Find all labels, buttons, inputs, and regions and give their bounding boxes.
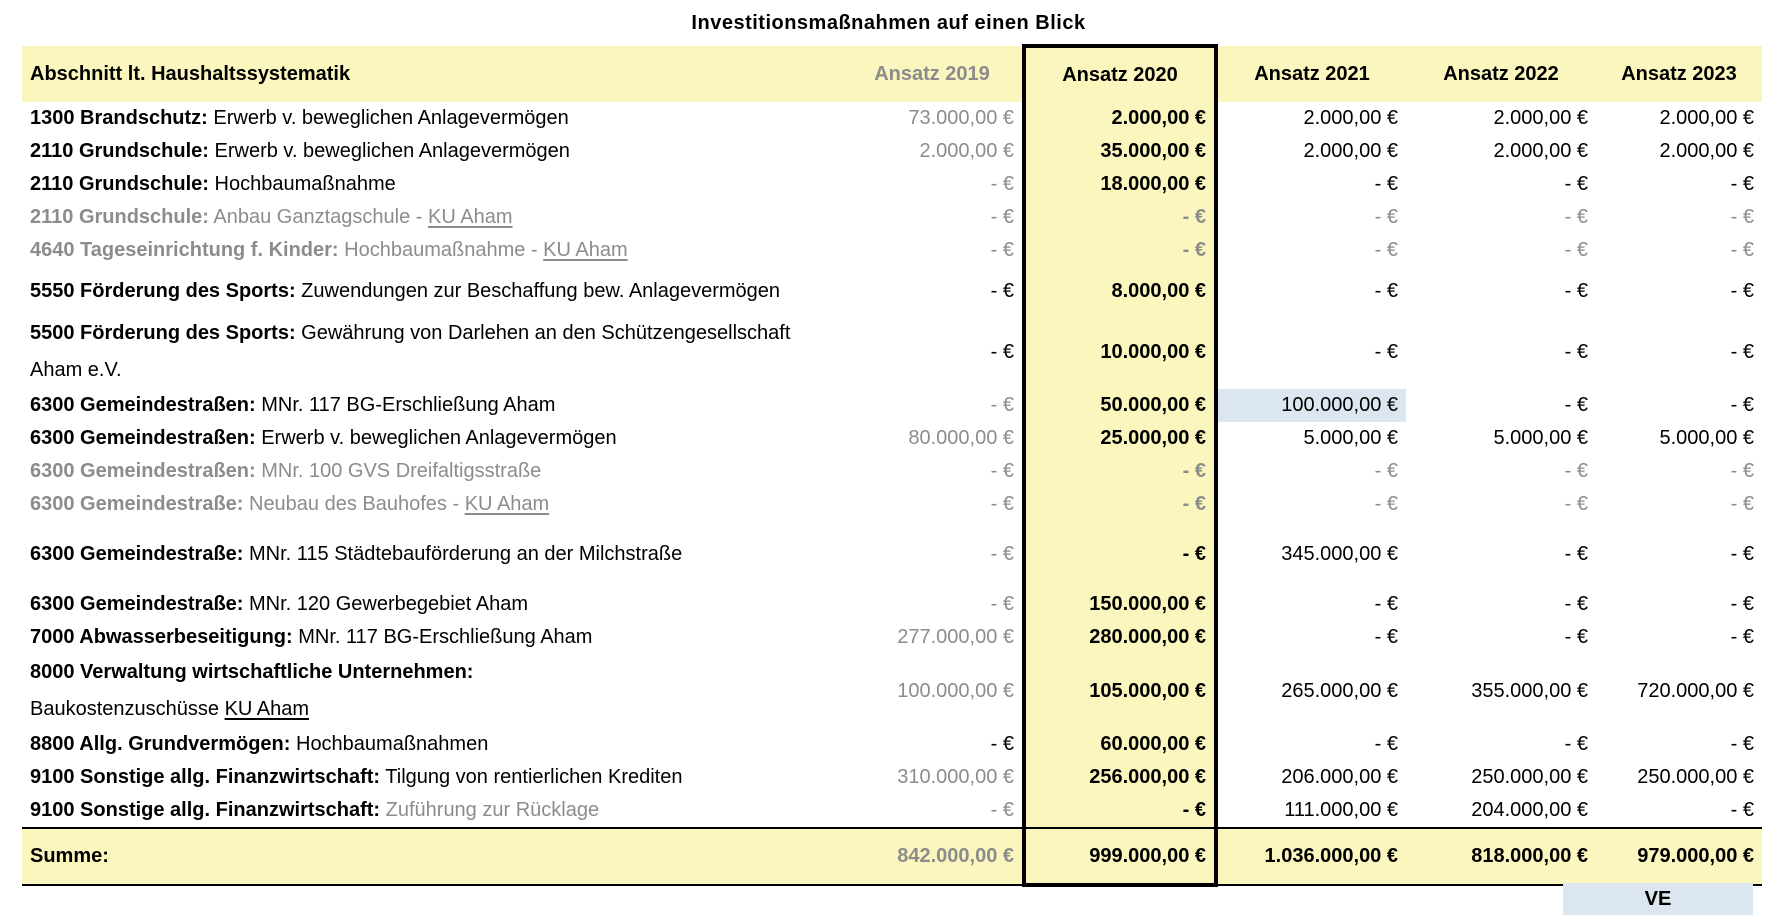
row-description: 6300 Gemeindestraßen: MNr. 117 BG-Erschließung Aham (30, 394, 556, 416)
value-2022: 204.000,00 € (1471, 799, 1588, 821)
value-2020: - € (1024, 234, 1216, 267)
table-row (22, 728, 1762, 761)
value-2023: 2.000,00 € (1659, 140, 1754, 162)
value-2019: - € (990, 394, 1014, 416)
value-2021: 206.000,00 € (1281, 766, 1398, 788)
value-2020: - € (1024, 201, 1216, 234)
value-2021: 265.000,00 € (1281, 679, 1398, 702)
header-2021: Ansatz 2021 (1216, 46, 1406, 102)
value-2022: 250.000,00 € (1471, 766, 1588, 788)
value-2020: 280.000,00 € (1024, 621, 1216, 654)
row-description: 6300 Gemeindestraße: Neubau des Bauhofes - KU Aham (30, 493, 550, 515)
table-row (22, 168, 1762, 201)
table-row (22, 422, 1762, 455)
row-description: 9100 Sonstige allg. Finanzwirtschaft: Tilgung von rentierlichen Krediten (30, 766, 683, 788)
value-2021: - € (1374, 460, 1398, 482)
value-2023: - € (1730, 799, 1754, 821)
row-description: 6300 Gemeindestraßen: Erwerb v. beweglichen Anlagevermögen (30, 427, 617, 449)
value-2020: 25.000,00 € (1024, 422, 1216, 455)
ku-aham-link[interactable]: KU Aham (464, 493, 550, 515)
table-row (22, 389, 1762, 422)
page-title: Investitionsmaßnahmen auf einen Blick (691, 12, 1086, 34)
value-2022: - € (1564, 173, 1588, 195)
value-2021: - € (1374, 626, 1398, 648)
value-2021: - € (1374, 239, 1398, 261)
table-row (22, 102, 1762, 135)
value-2021: 345.000,00 € (1281, 543, 1398, 565)
ve-label: VE (1563, 883, 1753, 915)
value-2022: - € (1564, 239, 1588, 261)
value-2023: 250.000,00 € (1637, 766, 1754, 788)
value-2021: 100.000,00 € (1216, 389, 1406, 422)
value-2023: - € (1730, 493, 1754, 515)
value-2019: 2.000,00 € (919, 140, 1014, 162)
ku-aham-link[interactable]: KU Aham (428, 206, 513, 228)
ku-aham-link[interactable]: KU Aham (543, 239, 628, 261)
header-2020: Ansatz 2020 (1024, 46, 1216, 102)
row-description: 4640 Tageseinrichtung f. Kinder: Hochbaumaßnahme - KU Aham (30, 239, 628, 261)
value-2020: 105.000,00 € (1024, 654, 1216, 728)
value-2019: - € (990, 733, 1014, 755)
header-2022: Ansatz 2022 (1406, 46, 1596, 102)
table-row (22, 315, 1762, 389)
value-2021: 111.000,00 € (1284, 799, 1398, 821)
table-row (22, 654, 1762, 728)
value-2022: - € (1564, 626, 1588, 648)
summary-2019: 842.000,00 € (842, 828, 1024, 885)
value-2019: 100.000,00 € (897, 679, 1014, 702)
value-2020: 256.000,00 € (1024, 761, 1216, 794)
table-row (22, 135, 1762, 168)
row-description: 8800 Allg. Grundvermögen: Hochbaumaßnahmen (30, 733, 489, 755)
value-2022: 2.000,00 € (1493, 107, 1588, 129)
value-2022: - € (1564, 279, 1588, 302)
table-row (22, 794, 1762, 828)
value-2020: 2.000,00 € (1024, 102, 1216, 135)
row-description: 2110 Grundschule: Hochbaumaßnahme (30, 173, 396, 195)
value-2020: 60.000,00 € (1024, 728, 1216, 761)
value-2019: 73.000,00 € (908, 107, 1014, 129)
value-2023: - € (1730, 279, 1754, 302)
table-row (22, 201, 1762, 234)
table-row (22, 761, 1762, 794)
value-2021: - € (1374, 733, 1398, 755)
value-2022: 5.000,00 € (1493, 427, 1588, 449)
value-2019: - € (990, 173, 1014, 195)
header-2023: Ansatz 2023 (1596, 46, 1762, 102)
value-2023: 2.000,00 € (1659, 107, 1754, 129)
value-2020: 35.000,00 € (1024, 135, 1216, 168)
row-description: 2110 Grundschule: Erwerb v. beweglichen Anlagevermögen (30, 140, 570, 162)
header-section: Abschnitt lt. Haushaltssystematik (22, 46, 842, 102)
value-2019: - € (990, 279, 1014, 302)
row-description: 6300 Gemeindestraße: MNr. 120 Gewerbegebiet Aham (30, 593, 529, 615)
value-2019: - € (990, 543, 1014, 565)
value-2019: 80.000,00 € (908, 427, 1014, 449)
table-row (22, 234, 1762, 267)
investment-table (22, 44, 1762, 887)
value-2022: 355.000,00 € (1471, 679, 1588, 702)
row-description: 6300 Gemeindestraßen: MNr. 100 GVS Dreifaltigsstraße (30, 460, 542, 482)
value-2023: - € (1730, 394, 1754, 416)
table-row (22, 588, 1762, 621)
value-2020: - € (1024, 455, 1216, 488)
value-2020: 50.000,00 € (1024, 389, 1216, 422)
summary-2021: 1.036.000,00 € (1216, 828, 1406, 885)
value-2019: - € (990, 206, 1014, 228)
value-2023: 5.000,00 € (1659, 427, 1754, 449)
value-2023: 720.000,00 € (1637, 679, 1754, 702)
value-2019: - € (990, 340, 1014, 363)
row-description: 7000 Abwasserbeseitigung: MNr. 117 BG-Erschließung Aham (30, 626, 593, 648)
value-2019: 277.000,00 € (897, 626, 1014, 648)
row-description: 8000 Verwaltung wirtschaftliche Unternehmen: Baukostenzuschüsse KU Aham (30, 661, 474, 720)
value-2021: - € (1374, 340, 1398, 363)
value-2020: - € (1024, 488, 1216, 521)
value-2021: - € (1374, 206, 1398, 228)
value-2021: 5.000,00 € (1303, 427, 1398, 449)
value-2021: - € (1374, 279, 1398, 302)
value-2023: - € (1730, 626, 1754, 648)
value-2021: 2.000,00 € (1303, 107, 1398, 129)
value-2022: - € (1564, 493, 1588, 515)
summary-2020: 999.000,00 € (1024, 828, 1216, 885)
header-row (22, 46, 1762, 102)
value-2019: - € (990, 239, 1014, 261)
value-2022: - € (1564, 543, 1588, 565)
value-2021: - € (1374, 593, 1398, 615)
row-description: 9100 Sonstige allg. Finanzwirtschaft: Zuführung zur Rücklage (30, 799, 600, 821)
value-2023: - € (1730, 460, 1754, 482)
value-2020: 18.000,00 € (1024, 168, 1216, 201)
value-2022: - € (1564, 394, 1588, 416)
value-2022: - € (1564, 340, 1588, 363)
value-2021: - € (1374, 493, 1398, 515)
row-description: 1300 Brandschutz: Erwerb v. beweglichen Anlagevermögen (30, 107, 569, 129)
summary-2022: 818.000,00 € (1406, 828, 1596, 885)
table-row (22, 621, 1762, 654)
value-2020: - € (1024, 521, 1216, 588)
value-2022: - € (1564, 206, 1588, 228)
value-2023: - € (1730, 733, 1754, 755)
summary-row (22, 828, 1762, 885)
value-2021: 2.000,00 € (1303, 140, 1398, 162)
value-2022: 2.000,00 € (1493, 140, 1588, 162)
row-description: 5500 Förderung des Sports: Gewährung von Darlehen an den Schützengesellschaft Aham e.V. (30, 322, 791, 381)
table-row (22, 455, 1762, 488)
value-2019: - € (990, 460, 1014, 482)
value-2023: - € (1730, 340, 1754, 363)
value-2023: - € (1730, 173, 1754, 195)
table-row (22, 488, 1762, 521)
row-description: 5550 Förderung des Sports: Zuwendungen zur Beschaffung bew. Anlagevermögen (30, 279, 781, 302)
value-2019: - € (990, 799, 1014, 821)
row-description: 2110 Grundschule: Anbau Ganztagschule - KU Aham (30, 206, 513, 228)
value-2019: - € (990, 593, 1014, 615)
value-2023: - € (1730, 543, 1754, 565)
value-2022: - € (1564, 460, 1588, 482)
value-2020: 150.000,00 € (1024, 588, 1216, 621)
value-2023: - € (1730, 206, 1754, 228)
table-row (22, 267, 1762, 315)
summary-label: Summe: (22, 828, 842, 885)
value-2019: - € (990, 493, 1014, 515)
header-2019: Ansatz 2019 (842, 46, 1024, 102)
value-2022: - € (1564, 593, 1588, 615)
table-row (22, 521, 1762, 588)
value-2022: - € (1564, 733, 1588, 755)
value-2020: 10.000,00 € (1024, 315, 1216, 389)
value-2023: - € (1730, 239, 1754, 261)
value-2023: - € (1730, 593, 1754, 615)
value-2020: - € (1024, 794, 1216, 828)
ku-aham-link[interactable]: KU Aham (224, 698, 310, 720)
row-description: 6300 Gemeindestraße: MNr. 115 Städtebauförderung an der Milchstraße (30, 543, 683, 565)
value-2021: - € (1374, 173, 1398, 195)
summary-2023: 979.000,00 € (1596, 828, 1762, 885)
value-2020: 8.000,00 € (1024, 267, 1216, 315)
value-2019: 310.000,00 € (897, 766, 1014, 788)
